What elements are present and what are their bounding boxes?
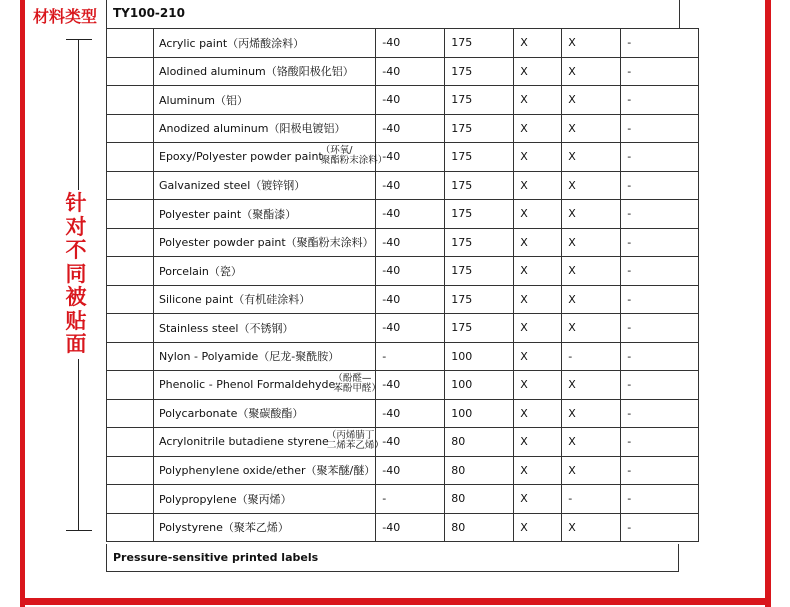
- compat-a-cell: X: [514, 342, 562, 371]
- row-swatch-cell: [107, 114, 154, 143]
- compat-c-cell: -: [621, 57, 699, 86]
- min-temp-cell: -40: [376, 29, 445, 58]
- min-temp-cell: -40: [376, 314, 445, 343]
- table-row: [107, 257, 699, 286]
- material-name-cell: [154, 399, 376, 428]
- compat-a-cell: X: [514, 228, 562, 257]
- footer-row: Pressure-sensitive printed labels: [106, 544, 679, 572]
- red-frame-right: [765, 0, 771, 607]
- compat-b-cell: X: [562, 399, 621, 428]
- max-temp-cell: 80: [445, 485, 514, 514]
- compat-a-cell: X: [514, 29, 562, 58]
- max-temp-cell: 175: [445, 57, 514, 86]
- material-chinese-note: （丙烯腈丁 二烯苯乙烯）: [326, 430, 384, 451]
- min-temp-cell: -: [376, 342, 445, 371]
- compat-a-cell: X: [514, 513, 562, 542]
- max-temp-cell: 80: [445, 513, 514, 542]
- compat-b-cell: X: [562, 143, 621, 172]
- compat-b-cell: X: [562, 200, 621, 229]
- min-temp-cell: -40: [376, 285, 445, 314]
- material-name-cell: [154, 371, 381, 400]
- side-char: 针: [65, 191, 87, 215]
- compat-b-cell: X: [562, 171, 621, 200]
- material-name-cell: [154, 428, 384, 457]
- compat-a-cell: X: [514, 86, 562, 115]
- compat-b-cell: X: [562, 314, 621, 343]
- max-temp-cell: 175: [445, 228, 514, 257]
- material-name-cell: [154, 143, 388, 172]
- side-char: 面: [65, 332, 87, 356]
- table-row: [107, 114, 699, 143]
- compat-b-cell: -: [562, 342, 621, 371]
- compat-c-cell: -: [621, 228, 699, 257]
- compat-b-cell: X: [562, 86, 621, 115]
- red-frame-left: [20, 0, 25, 607]
- compat-a-cell: X: [514, 200, 562, 229]
- compat-c-cell: -: [621, 371, 699, 400]
- material-name: Epoxy/Polyester powder paint: [159, 150, 323, 164]
- material-name-cell: [154, 456, 376, 485]
- compat-b-cell: X: [562, 371, 621, 400]
- row-swatch-cell: [107, 285, 154, 314]
- max-temp-cell: 175: [445, 86, 514, 115]
- compat-c-cell: -: [621, 114, 699, 143]
- compat-c-cell: -: [621, 485, 699, 514]
- compat-c-cell: -: [621, 314, 699, 343]
- material-name: Aluminum（铝）: [159, 93, 248, 107]
- material-name: Anodized aluminum（阳极电镀铝）: [159, 122, 346, 136]
- table-row: [107, 399, 699, 428]
- compat-b-cell: X: [562, 114, 621, 143]
- table-row: [107, 228, 699, 257]
- material-name: Stainless steel（不锈钢）: [159, 321, 294, 335]
- compat-a-cell: X: [514, 257, 562, 286]
- row-swatch-cell: [107, 513, 154, 542]
- red-frame-bottom: [20, 598, 771, 605]
- max-temp-cell: 80: [445, 456, 514, 485]
- min-temp-cell: -40: [376, 114, 445, 143]
- max-temp-cell: 175: [445, 285, 514, 314]
- compat-a-cell: X: [514, 314, 562, 343]
- min-temp-cell: -40: [376, 143, 445, 172]
- row-swatch-cell: [107, 171, 154, 200]
- row-swatch-cell: [107, 342, 154, 371]
- compat-a-cell: X: [514, 485, 562, 514]
- material-name-cell: [154, 342, 376, 371]
- table-row: [107, 57, 699, 86]
- row-swatch-cell: [107, 371, 154, 400]
- compat-a-cell: X: [514, 399, 562, 428]
- material-name-cell: [154, 285, 376, 314]
- compat-a-cell: X: [514, 456, 562, 485]
- material-name-cell: [154, 257, 376, 286]
- row-swatch-cell: [107, 314, 154, 343]
- compat-b-cell: X: [562, 285, 621, 314]
- row-swatch-cell: [107, 200, 154, 229]
- min-temp-cell: -40: [376, 513, 445, 542]
- side-char: 贴: [65, 308, 87, 333]
- surface-compatibility-table: [106, 28, 699, 542]
- material-name-cell: [154, 171, 376, 200]
- bracket-top-tick: [66, 39, 92, 40]
- table-row: [107, 285, 699, 314]
- table-top-left-border: [106, 0, 107, 29]
- compat-c-cell: -: [621, 428, 699, 457]
- compat-c-cell: -: [621, 513, 699, 542]
- table-row: [107, 86, 699, 115]
- compat-b-cell: X: [562, 456, 621, 485]
- material-name: Polycarbonate（聚碳酸酯）: [159, 407, 304, 421]
- compat-b-cell: X: [562, 228, 621, 257]
- compat-b-cell: -: [562, 485, 621, 514]
- min-temp-cell: -40: [376, 57, 445, 86]
- material-name-cell: [154, 485, 376, 514]
- material-name: Galvanized steel（镀锌钢）: [159, 179, 306, 193]
- min-temp-cell: -40: [376, 428, 445, 457]
- compat-c-cell: -: [621, 200, 699, 229]
- material-name: Polyester paint（聚酯漆）: [159, 207, 297, 221]
- compat-b-cell: X: [562, 428, 621, 457]
- max-temp-cell: 100: [445, 399, 514, 428]
- row-swatch-cell: [107, 29, 154, 58]
- min-temp-cell: -40: [376, 200, 445, 229]
- compat-a-cell: X: [514, 143, 562, 172]
- max-temp-cell: 175: [445, 314, 514, 343]
- material-name: Polyphenylene oxide/ether（聚苯醚/醚）: [159, 464, 376, 478]
- side-char: 被: [65, 285, 87, 309]
- material-name-cell: [154, 513, 376, 542]
- row-swatch-cell: [107, 485, 154, 514]
- table-row: [107, 428, 699, 457]
- table-row: [107, 143, 699, 172]
- material-name: Polypropylene（聚丙烯）: [159, 492, 292, 506]
- material-name: Polyester powder paint（聚酯粉末涂料）: [159, 236, 374, 250]
- material-name: Acrylic paint（丙烯酸涂料）: [159, 36, 305, 50]
- compat-c-cell: -: [621, 285, 699, 314]
- material-name: Porcelain（瓷）: [159, 264, 242, 278]
- max-temp-cell: 175: [445, 257, 514, 286]
- table-row: [107, 371, 699, 400]
- min-temp-cell: -40: [376, 371, 445, 400]
- compat-a-cell: X: [514, 57, 562, 86]
- table-row: [107, 456, 699, 485]
- material-name: Alodined aluminum（铬酸阳极化铝）: [159, 65, 354, 79]
- min-temp-cell: -40: [376, 257, 445, 286]
- material-name-cell: [154, 200, 376, 229]
- side-char: 不: [65, 238, 87, 262]
- bracket-bottom-tick: [66, 530, 92, 531]
- min-temp-cell: -40: [376, 399, 445, 428]
- compat-a-cell: X: [514, 428, 562, 457]
- compat-b-cell: X: [562, 57, 621, 86]
- material-name-cell: [154, 57, 376, 86]
- table-row: [107, 485, 699, 514]
- material-type-label: 材料类型: [33, 7, 98, 26]
- table-row: [107, 513, 699, 542]
- compat-c-cell: -: [621, 342, 699, 371]
- min-temp-cell: -: [376, 485, 445, 514]
- max-temp-cell: 175: [445, 114, 514, 143]
- material-name: Polystyrene（聚苯乙烯）: [159, 521, 289, 535]
- material-name: Nylon - Polyamide（尼龙-聚酰胺）: [159, 350, 340, 364]
- material-name-cell: [154, 86, 376, 115]
- side-label-vertical: [58, 190, 94, 359]
- compat-c-cell: -: [621, 171, 699, 200]
- material-name: Silicone paint（有机硅涂料）: [159, 293, 311, 307]
- material-chinese-note: （环氧/ 聚酯粉末涂料）: [320, 145, 388, 166]
- min-temp-cell: -40: [376, 171, 445, 200]
- max-temp-cell: 175: [445, 143, 514, 172]
- compat-c-cell: -: [621, 257, 699, 286]
- compat-a-cell: X: [514, 114, 562, 143]
- side-char: 同: [65, 261, 87, 286]
- compat-c-cell: -: [621, 86, 699, 115]
- min-temp-cell: -40: [376, 456, 445, 485]
- compat-b-cell: X: [562, 513, 621, 542]
- min-temp-cell: -40: [376, 228, 445, 257]
- series-label: TY100-210: [113, 6, 185, 20]
- compat-a-cell: X: [514, 285, 562, 314]
- table-row: [107, 29, 699, 58]
- table-top-right-border: [679, 0, 680, 29]
- material-name-cell: [154, 228, 376, 257]
- row-swatch-cell: [107, 399, 154, 428]
- compat-c-cell: -: [621, 456, 699, 485]
- max-temp-cell: 175: [445, 200, 514, 229]
- compat-a-cell: X: [514, 371, 562, 400]
- row-swatch-cell: [107, 143, 154, 172]
- material-name: Phenolic - Phenol Formaldehyde: [159, 378, 336, 392]
- material-chinese-note: （酚醛— 苯酚甲醛）: [333, 373, 381, 394]
- max-temp-cell: 175: [445, 29, 514, 58]
- material-name-cell: [154, 314, 376, 343]
- row-swatch-cell: [107, 456, 154, 485]
- min-temp-cell: -40: [376, 86, 445, 115]
- compat-b-cell: X: [562, 29, 621, 58]
- row-swatch-cell: [107, 228, 154, 257]
- table-row: [107, 200, 699, 229]
- material-name: Acrylonitrile butadiene styrene: [159, 435, 329, 449]
- material-name-cell: [154, 114, 376, 143]
- row-swatch-cell: [107, 57, 154, 86]
- max-temp-cell: 175: [445, 171, 514, 200]
- max-temp-cell: 80: [445, 428, 514, 457]
- compat-a-cell: X: [514, 171, 562, 200]
- max-temp-cell: 100: [445, 371, 514, 400]
- compat-c-cell: -: [621, 143, 699, 172]
- compat-c-cell: -: [621, 399, 699, 428]
- table-row: [107, 342, 699, 371]
- max-temp-cell: 100: [445, 342, 514, 371]
- row-swatch-cell: [107, 257, 154, 286]
- row-swatch-cell: [107, 428, 154, 457]
- table-row: [107, 171, 699, 200]
- compat-b-cell: X: [562, 257, 621, 286]
- row-swatch-cell: [107, 86, 154, 115]
- table-row: [107, 314, 699, 343]
- compat-c-cell: -: [621, 29, 699, 58]
- material-name-cell: [154, 29, 376, 58]
- side-char: 对: [65, 214, 87, 239]
